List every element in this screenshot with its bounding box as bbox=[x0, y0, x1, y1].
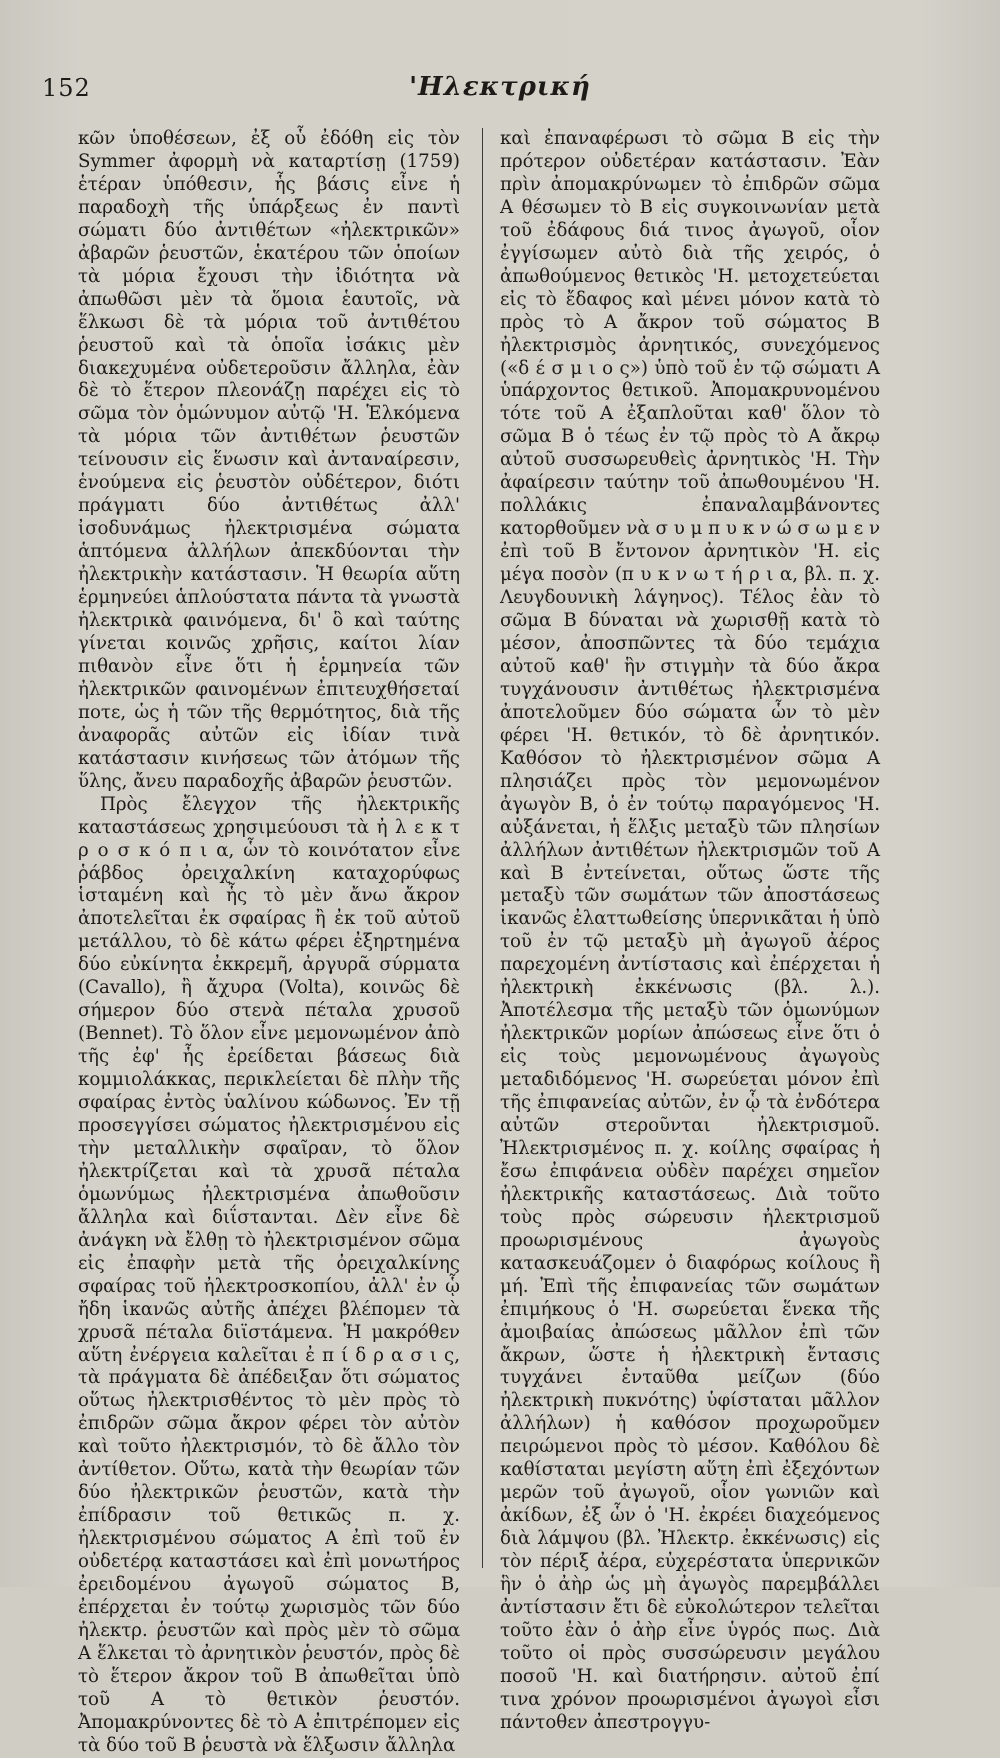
left-paragraph-2: Πρὸς ἔλεγχον τῆς ἠλεκτρικῆς καταστάσεως χρησιμεύουσι τὰ ἠ λ ε κ τ ρ ο σ κ ό π ι α, ὧν τὸ κοινότατον εἶνε ῥάβδος ὀρειχαλκίνη καταχορύφως ἱσταμένη καὶ ἧς τὸ μὲν ἄνω ἄκρον ἀποτελεῖται ἐκ σφαίρας ἢ ἐκ τοῦ αὐτοῦ μετάλλου, τὸ δὲ κάτω φέρει ἐξηρτημένα δύο εὐκίνητα ἐκκρεμῆ, ἀργυρᾶ σύρματα (Cavallo), ἢ ἄχυρα (Volta), κοινῶς δὲ σήμερον δύο στενὰ πέταλα χρυσοῦ (Bennet). Τὸ ὅλον εἶνε μεμονωμένον ἀπὸ τῆς ἐφ' ἧς ἐρείδεται βάσεως διὰ κομμιολάκκας, περικλείεται δὲ πλὴν τῆς σφαίρας ἐντὸς ὑαλίνου κώδωνος. Ἐν τῇ προσεγγίσει σώματος ἠλεκτρισμένου εἰς τὴν μεταλλικὴν σφαῖραν, τὸ ὅλον ἠλεκτρίζεται καὶ τὰ χρυσᾶ πέταλα ὁμωνύμως ἠλεκτρισμένα ἀπωθοῦσιν ἄλληλα καὶ διΐστανται. Δὲν εἶνε δὲ ἀνάγκη νὰ ἔλθῃ τὸ ἠλεκτρισμένον σῶμα εἰς ἐπαφὴν μετὰ τῆς ὀρειχαλκίνης σφαίρας τοῦ ἠλεκτροσκοπίου, ἀλλ' ἐν ᾧ ἤδη ἱκανῶς αὐτῆς ἀπέχει βλέπομεν τὰ χρυσᾶ πέταλα διϊστάμενα. Ἡ μακρόθεν αὕτη ἐνέργεια καλεῖται ἐ π ί δ ρ α σ ι ς, τὰ πράγματα δὲ ἀπέδειξαν ὅτι σώματος οὕτως ἠλεκτρισθέντος τὸ μὲν πρὸς τὸ ἐπιδρῶν σῶμα ἄκρον φέρει τὸν αὐτὸν καὶ τοῦτο ἠλεκτρισμόν, τὸ δὲ ἄλλο τὸν ἀντίθετον. Οὕτω, κατὰ τὴν θεωρίαν τῶν δύο ἠλεκτρικῶν ῥευστῶν, κατὰ τὴν ἐπίδρασιν τοῦ θετικῶς π. χ. ἠλεκτρισμένου σώματος Α ἐπὶ τοῦ ἐν οὐδετέρᾳ καταστάσει καὶ ἐπὶ μονωτήρος ἐρειδομένου ἀγωγοῦ σώματος Β, ἐπέρχεται ἐν τούτῳ χωρισμὸς τῶν δύο ἠλεκτρ. ῥευστῶν καὶ πρὸς μὲν τὸ σῶμα Α ἕλκεται τὸ ἀρνητικὸν ῥευστόν, πρὸς δὲ τὸ ἕτερον ἄκρον τοῦ Β ἀπωθεῖται ὑπὸ τοῦ Α τὸ θετικὸν ῥευστόν. Ἀπομακρύνοντες δὲ τὸ Α ἐπιτρέπομεν εἰς τὰ δύο τοῦ Β ῥευστὰ νὰ ἕλξωσιν ἄλληλα bbox=[78, 793, 460, 1756]
left-column bbox=[78, 128, 460, 1756]
right-paragraph-1: καὶ ἐπαναφέρωσι τὸ σῶμα Β εἰς τὴν πρότερον οὐδετέραν κατάστασιν. Ἐὰν πρὶν ἀπομακρύνωμεν τὸ ἐπιδρῶν σῶμα Α θέσωμεν τὸ Β εἰς συγκοινωνίαν μετὰ τοῦ ἐδάφους διά τινος ἀγωγοῦ, οἷον ἐγγίσωμεν αὐτὸ διὰ τῆς χειρός, ὁ ἀπωθούμενος θετικὸς 'Η. μετοχετεύεται εἰς τὸ ἔδαφος καὶ μένει μόνον κατὰ τὸ πρὸς τὸ Α ἄκρον τοῦ σώματος Β ἠλεκτρισμὸς ἀρνητικός, συνεχόμενος («δ έ σ μ ι ο ς») ὑπὸ τοῦ ἐν τῷ σώματι Α ὑπάρχοντος θετικοῦ. Ἀπομακρυνομένου τότε τοῦ Α ἐξαπλοῦται καθ' ὅλον τὸ σῶμα Β ὁ τέως ἐν τῷ πρὸς τὸ Α ἄκρῳ αὐτοῦ συσσωρευθεὶς ἀρνητικὸς 'Η. Τὴν ἀφαίρεσιν ταύτην τοῦ ἀπωθουμένου 'Η. πολλάκις ἐπαναλαμβάνοντες κατορθοῦμεν νὰ σ υ μ π υ κ ν ώ σ ω μ ε ν ἐπὶ τοῦ Β ἔντονον ἀρνητικὸν 'Η. εἰς μέγα ποσὸν (π υ κ ν ω τ ή ρ ι α, βλ. π. χ. Λευγδουνικὴ λάγηνος). Τέλος ἐὰν τὸ σῶμα Β δύναται νὰ χωρισθῇ κατὰ τὸ μέσον, ἀποσπῶντες τὰ δύο τεμάχια αὐτοῦ καθ' ἣν στιγμὴν τὰ δύο ἄκρα τυγχάνουσιν ἀντιθέτως ἠλεκτρισμένα ἀποτελοῦμεν δύο σώματα ὧν τὸ μὲν φέρει 'Η. θετικόν, τὸ δὲ ἀρνητικόν. Καθόσον τὸ ἠλεκτρισμένον σῶμα Α πλησιάζει πρὸς τὸν μεμονωμένον ἀγωγὸν Β, ὁ ἐν τούτῳ παραγόμενος 'Η. αὐξάνεται, ἡ ἕλξις μεταξὺ τῶν πλησίων ἀλλήλων ἀντιθέτων ἠλεκτρισμῶν τοῦ Α καὶ Β ἐντείνεται, οὕτως ὥστε τῆς μεταξὺ τῶν σωμάτων τῶν ἀποστάσεως ἱκανῶς ἐλαττωθείσης ὑπερνικᾶται ἡ ὑπὸ τοῦ ἐν τῷ μεταξὺ μὴ ἀγωγοῦ ἀέρος παρεχομένη ἀντίστασις καὶ ἐπέρχεται ἡ ἠλεκτρικὴ ἐκκένωσις (βλ. λ.). Ἀποτέλεσμα τῆς μεταξὺ τῶν ὁμωνύμων ἠλεκτρικῶν μορίων ἀπώσεως εἶνε ὅτι ὁ εἰς τοὺς μεμονωμένους ἀγωγοὺς μεταδιδόμενος 'Η. σωρεύεται μόνον ἐπὶ τῆς ἐπιφανείας αὐτῶν, ἐν ᾧ τὰ ἐνδότερα αὐτῶν στεροῦνται ἠλεκτρισμοῦ. Ἠλεκτρισμένος π. χ. κοίλης σφαίρας ἡ ἔσω ἐπιφάνεια οὐδὲν παρέχει σημεῖον ἠλεκτρικῆς καταστάσεως. Διὰ τοῦτο τοὺς πρὸς σώρευσιν ἠλεκτρισμοῦ προωρισμένους ἀγωγοὺς κατασκευάζομεν ὁ διαφόρως κοίλους ἢ μή. Ἐπὶ τῆς ἐπιφανείας τῶν σωμάτων ἐπιμήκους ὁ 'Η. σωρεύεται ἕνεκα τῆς ἀμοιβαίας ἀπώσεως μᾶλλον ἐπὶ τῶν ἄκρων, ὥστε ἡ ἠλεκτρικὴ ἔντασις τυγχάνει ἐνταῦθα μείζων (δύο ἠλεκτρικὴ πυκνότης) ὑφίσταται μᾶλλον ἀλλήλων) ἡ καθόσον προχωροῦμεν πειρώμενοι πρὸς τὸ μέσον. Καθόλου δὲ καθίσταται μεγίστη αὕτη ἐπὶ ἐξεχόντων μερῶν τοῦ ἀγωγοῦ, οἷον γωνιῶν καὶ ἀκίδων, ἐξ ὧν ὁ 'Η. ἐκρέει διαχεόμενος διὰ λάμψου (βλ. Ἠλεκτρ. ἐκκένωσις) εἰς τὸν πέριξ ἀέρα, εὐχερέστατα ὑπερνικῶν ἣν ὁ ἀὴρ ὡς μὴ ἀγωγὸς παρεμβάλλει ἀντίστασιν ἔτι δὲ εὐκολώτερον τελεῖται τοῦτο ἐὰν ὁ ἀὴρ εἶνε ὑγρός πως. Διὰ τοῦτο οἱ πρὸς συσσώρευσιν μεγάλου ποσοῦ 'Η. καὶ διατήρησιν. αὐτοῦ ἐπί τινα χρόνον προωρισμένοι ἀγωγοὶ εἶσι πάντοθεν ἀπεστρογγυ- bbox=[500, 128, 880, 1733]
page-header bbox=[40, 70, 960, 110]
left-paragraph-1: κῶν ὑποθέσεων, ἐξ οὗ ἐδόθη εἰς τὸν Symmer ἀφορμὴ νὰ καταρτίσῃ (1759) ἑτέραν ὑπόθεσιν, ἧς βάσις εἶνε ἡ παραδοχὴ τῆς ὑπάρξεως ἐν παντὶ σώματι δύο ἀντιθέτων «ἠλεκτρικῶν» ἀβαρῶν ῥευστῶν, ἑκατέρου τῶν ὁποίων τὰ μόρια ἔχουσι τὴν ἰδιότητα νὰ ἀπωθῶσι μὲν τὰ ὅμοια ἑαυτοῖς, νὰ ἕλκωσι δὲ τὰ μόρια τοῦ ἀντιθέτου ῥευστοῦ καὶ τὰ ὁποῖα ἰσάκις μὲν διακεχυμένα οὐδετεροῦσιν ἄλληλα, ἐὰν δὲ τὸ ἕτερον πλεονάζῃ παρέχει εἰς τὸ σῶμα τὸν ὁμώνυμον αὐτῷ 'Η. Ἑλκόμενα τὰ μόρια τῶν ἀντιθέτων ῥευστῶν τείνουσιν εἰς ἕνωσιν καὶ ἀνταναίρεσιν, ἑνούμενα εἰς ῥευστὸν οὐδέτερον, διότι πράγματι δύο ἀντιθέτως ἀλλ' ἰσοδυνάμως ἠλεκτρισμένα σώματα ἁπτόμενα ἀλλήλων ἀπεκδύονται τὴν ἠλεκτρικὴν κατάστασιν. Ἡ θεωρία αὕτη ἑρμηνεύει ἁπλούστατα πάντα τὰ γνωστὰ ἠλεκτρικὰ φαινόμενα, δι' ὃ καὶ ταύτης γίνεται κοινῶς χρῆσις, καίτοι λίαν πιθανὸν εἶνε ὅτι ἡ ἑρμηνεία τῶν ἠλεκτρικῶν φαινομένων ἐπιτευχθήσεταί ποτε, ὡς ἡ τῶν τῆς θερμότητος, διὰ τῆς ἀναφορᾶς αὐτῶν εἰς ἰδίαν τινὰ κατάστασιν κινήσεως τῶν ἀτόμων τῆς ὕλης, ἄνευ παραδοχῆς ἀβαρῶν ῥευστῶν. bbox=[78, 128, 460, 792]
right-column bbox=[500, 128, 880, 1733]
page-number: 152 bbox=[42, 74, 91, 102]
column-divider bbox=[482, 128, 483, 1568]
running-head-title: 'Ηλεκτρική bbox=[409, 72, 591, 102]
